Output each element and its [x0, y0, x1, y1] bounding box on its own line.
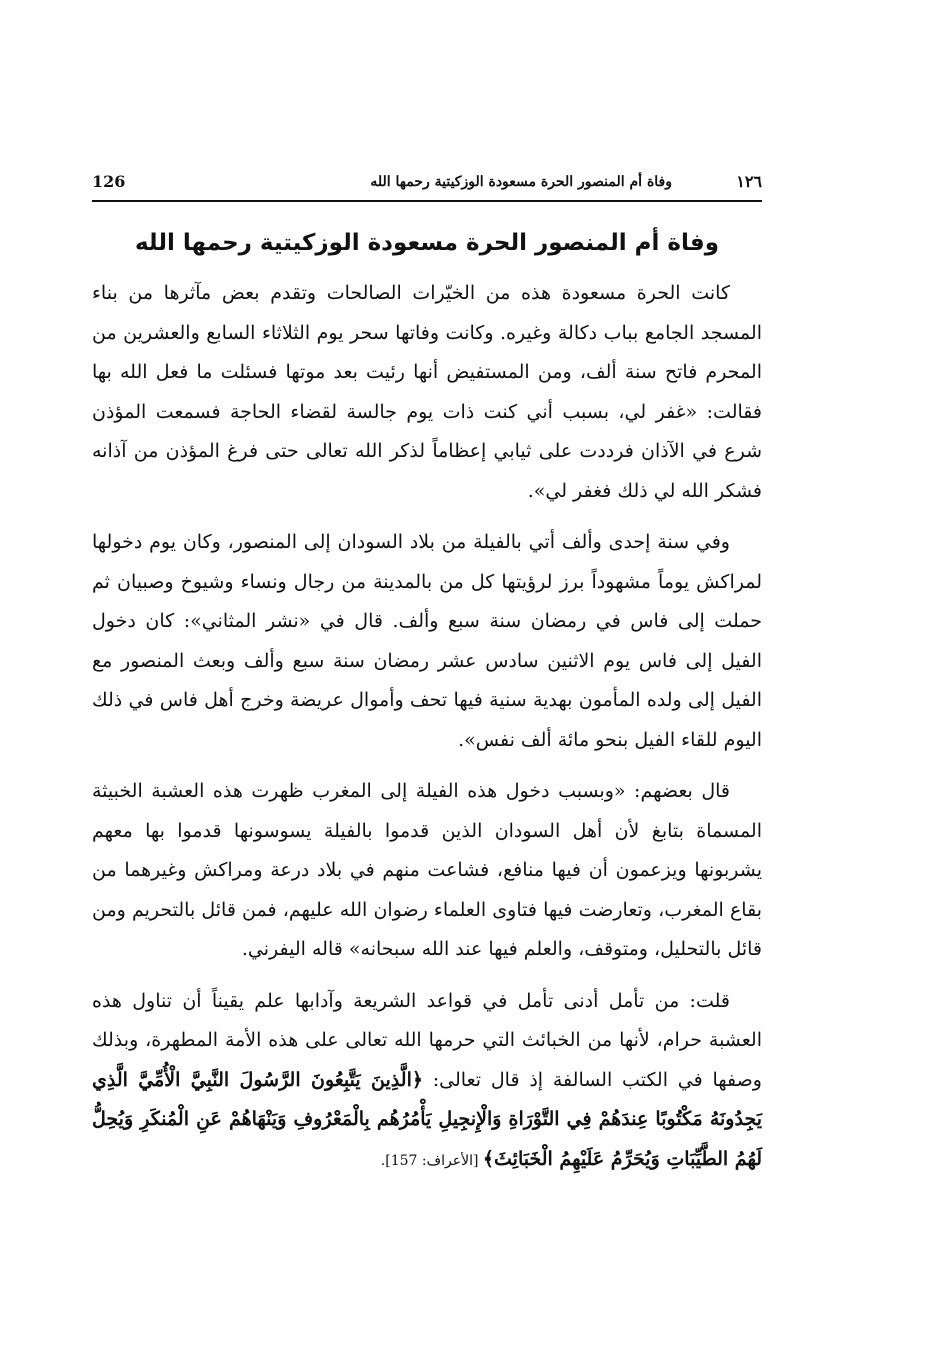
quran-verse: ﴿الَّذِينَ يَتَّبِعُونَ الرَّسُولَ النَّبِيَّ الْأُمِّيَّ الَّذِي يَجِدُونَهُ مَكْتُوبًا عِندَهُمْ فِي التَّوْرَاةِ وَالْإِنجِيلِ يَأْمُرُهُم بِالْمَعْرُوفِ وَيَنْهَاهُمْ عَنِ الْمُنكَرِ وَيُحِلُّ لَهُمُ الطَّيِّبَاتِ وَيُحَرِّمُ عَلَيْهِمُ الْخَبَائِثَ﴾ — [92, 1068, 762, 1170]
paragraph-4 — [92, 982, 762, 1182]
paragraph-2: وفي سنة إحدى وألف أتي بالفيلة من بلاد السودان إلى المنصور، وكان يوم دخولها لمراكش يوماً مشهوداً برز لرؤيتها كل من بالمدينة من رجال ونساء وشيوخ وصبيان ثم حملت إلى فاس في رمضان سنة سبع وألف. قال في «نشر المثاني»: كان دخول الفيل إلى فاس يوم الاثنين سادس عشر رمضان سنة سبع وألف وبعث المنصور مع الفيل إلى ولده المأمون بهدية سنية فيها تحف وأموال عريضة وخرج أهل فاس في ذلك اليوم للقاء الفيل بنحو مائة ألف نفس». — [92, 531, 762, 751]
paragraph-1: كانت الحرة مسعودة هذه من الخيّرات الصالحات وتقدم بعض مآثرها من بناء المسجد الجامع بباب دكالة وغيره. وكانت وفاتها سحر يوم الثلاثاء السابع والعشرين من المحرم فاتح سنة ألف، ومن المستفيض أنها رئيت بعد موتها فسئلت ما فعل الله بها فقالت: «غفر لي، بسبب أني كنت ذات يوم جالسة لقضاء الحاجة فسمعت المؤذن شرع في الآذان فرددت على ثيابي إعظاماً لذكر الله تعالى حتى فرغ المؤذن من آذانه فشكر الله لي ذلك فغفر لي». — [92, 282, 762, 502]
paragraph-3: قال بعضهم: «وبسبب دخول هذه الفيلة إلى المغرب ظهرت هذه العشبة الخبيثة المسماة بتابغ لأن أهل السودان الذين قدموا بالفيلة يسوسونها قدموا بها معهم يشربونها ويزعمون أن فيها منافع، فشاعت منهم في بلاد درعة ومراكش وغيرهما من بقاع المغرب، وتعارضت فيها فتاوى العلماء رضوان الله عليهم، فمن قائل بالتحريم ومن قائل بالتحليل، ومتوقف، والعلم فيها عند الله سبحانه» قاله اليفرني. — [92, 780, 762, 960]
verse-reference: [الأعراف: 157]. — [380, 1152, 483, 1169]
chapter-title: وفاة أم المنصور الحرة مسعودة الوزكيتية رحمها الله — [134, 230, 719, 256]
page-number-arabic: ١٢٦ — [736, 172, 762, 191]
book-page — [92, 170, 762, 1193]
paragraph-4-intro: قلت: من تأمل أدنى تأمل في قواعد الشريعة وآدابها علم يقيناً أن تناول هذه العشبة حرام، لأنها من الخبائث التي حرمها الله تعالى على هذه الأمة المطهرة، وبذلك وصفها في الكتب السالفة إذ قال تعالى: — [92, 989, 762, 1091]
page-number-latin: 126 — [92, 172, 126, 191]
running-header — [92, 170, 762, 194]
header-rule — [92, 200, 762, 202]
running-title: وفاة أم المنصور الحرة مسعودة الوزكيتية رحمها الله — [370, 174, 672, 190]
